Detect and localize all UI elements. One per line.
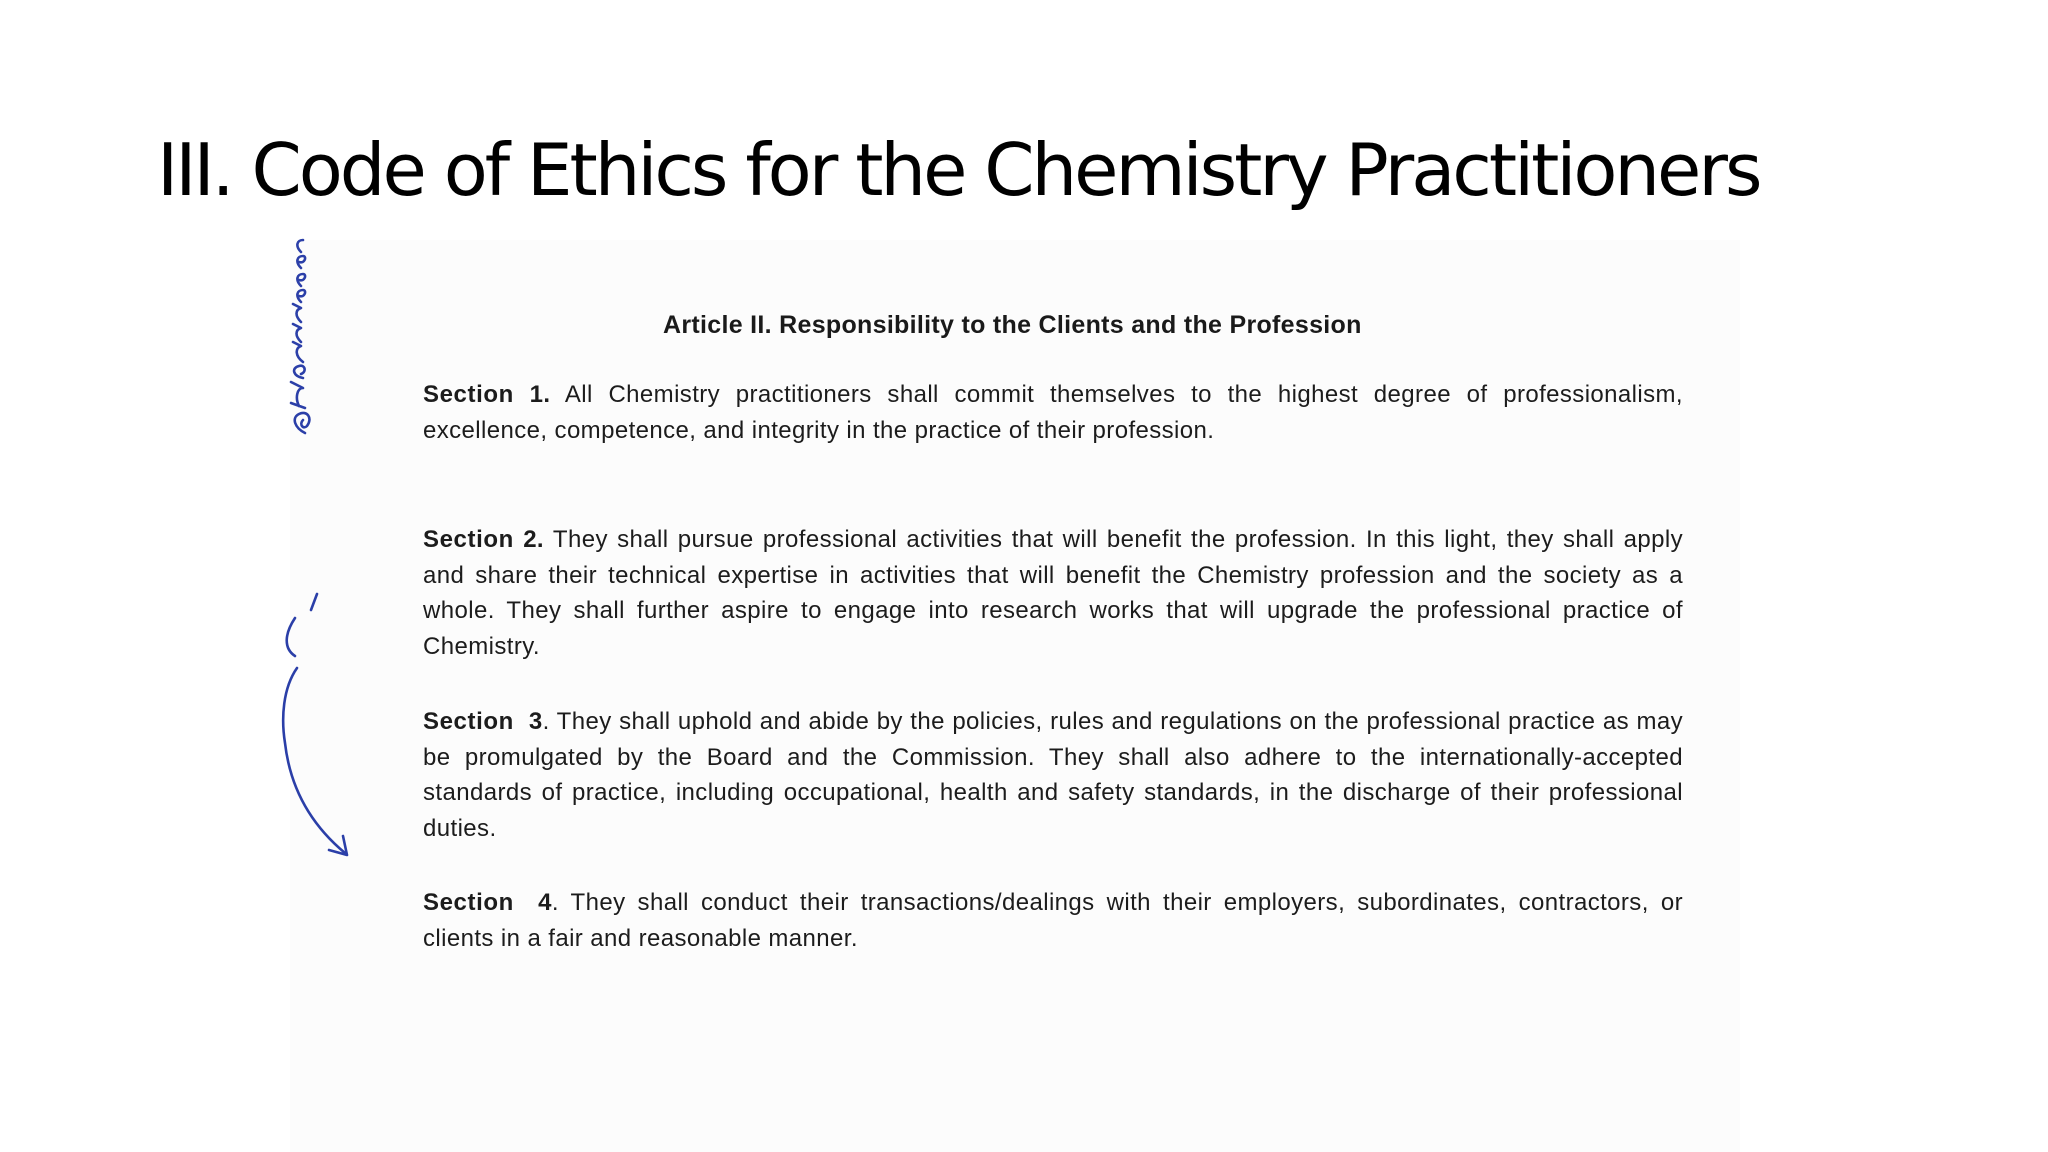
curved-arrow — [283, 618, 345, 853]
section-label: Section — [423, 526, 514, 553]
section-label: Section — [423, 381, 514, 408]
section-text: . They shall uphold and abide by the policies, rules and regulations on the professional practice as may be promulgated by the Board and the Commission. They shall also adhere to the internationally-accepted standards of practice, including occupational, health and safety standards, in the discharge of their professional duties. — [423, 708, 1683, 842]
section-1 — [423, 377, 1683, 448]
section-label: Section — [423, 889, 514, 916]
section-text: They shall pursue professional activities that will benefit the profession. In this light, they shall apply and share their technical expertise in activities that will benefit the Chemistry profession and the society as a whole. They shall further aspire to engage into research works that will upgrade the professional practice of Chemistry. — [423, 526, 1683, 660]
section-number: 2. — [523, 526, 545, 553]
article-heading: Article II. Responsibility to the Clients and the Profession — [663, 311, 1362, 339]
handwritten-note-scribble — [291, 240, 309, 433]
section-number: 3 — [528, 708, 543, 735]
section-2 — [423, 522, 1683, 664]
section-number: 4 — [538, 889, 552, 916]
section-4 — [423, 885, 1683, 956]
section-text: . They shall conduct their transactions/dealings with their employers, subordinates, contractors, or clients in a fair and reasonable manner. — [423, 889, 1683, 952]
section-number: 1. — [529, 381, 551, 408]
slide-title: III. Code of Ethics for the Chemistry Practitioners — [157, 128, 1760, 212]
check-mark — [311, 594, 317, 610]
handwritten-annotations — [255, 238, 365, 858]
section-label: Section — [423, 708, 514, 735]
section-3 — [423, 704, 1683, 846]
section-text: All Chemistry practitioners shall commit themselves to the highest degree of professionalism, excellence, competence, and integrity in the practice of their profession. — [423, 381, 1683, 444]
